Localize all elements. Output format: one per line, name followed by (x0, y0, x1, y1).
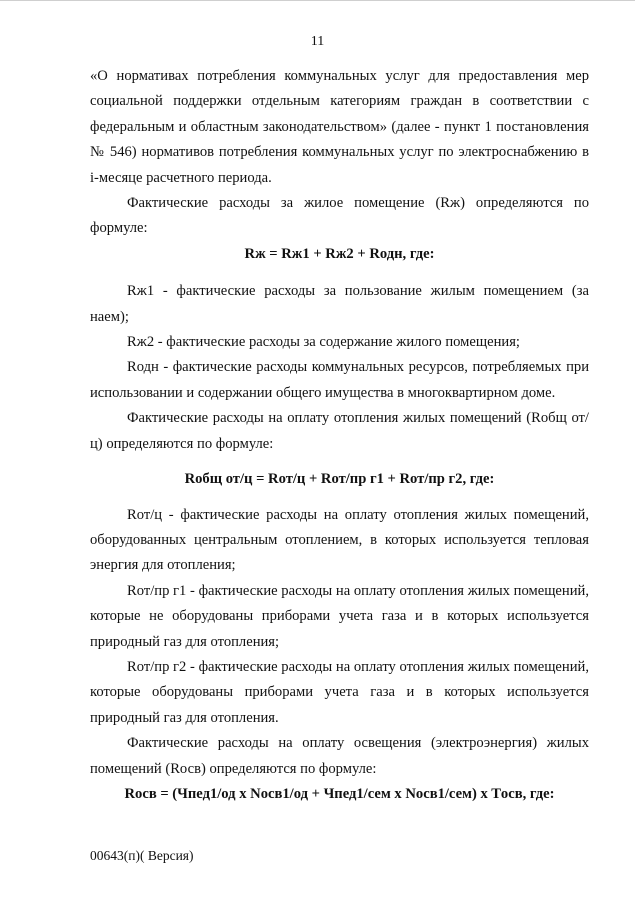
definition-gas-with-meter: Rот/пр г2 - фактические расходы на оплату отопления жилых помещений, которые оборудованы приборами учета газа и в которых используется природный газ для отопления. (90, 658, 589, 726)
formula-housing (90, 242, 589, 267)
paragraph-lighting-costs: Фактические расходы на оплату освещения (электроэнергия) жилых помещений (Rосв) определяются по формуле: (90, 735, 589, 777)
formula-housing-text: Rж = Rж1 + Rж2 + Rодн, где: (244, 245, 435, 262)
spacer (90, 267, 589, 279)
formula-lighting (90, 782, 589, 807)
spacer (90, 457, 589, 467)
formula-heating (90, 467, 589, 492)
formula-heating-text: Rобщ от/ц = Rот/ц + Rот/пр г1 + Rот/пр г2, где: (184, 471, 495, 488)
top-border (0, 0, 635, 1)
definition-central-heating: Rот/ц - фактические расходы на оплату отопления жилых помещений, оборудованных центральным отоплением, в которых используется тепловая энергия для отопления; (90, 506, 589, 574)
spacer (90, 493, 589, 503)
document-footer: 00643(п)( Версия) (90, 848, 194, 863)
page-number: 11 (310, 34, 325, 49)
definition-rent: Rж1 - фактические расходы за пользование жилым помещением (за наем); (90, 283, 589, 325)
definition-maintenance: Rж2 - фактические расходы за содержание жилого помещения; (127, 334, 520, 351)
paragraph-decree-reference: «О нормативах потребления коммунальных услуг для предоставления мер социальной поддержки отдельным категориям граждан в соответствии с федеральным и областным законодательством» (далее - пункт 1 постановления № 546) нормативов потребления коммунальных услуг по электроснабжению в i-месяце расчетного периода. (90, 68, 589, 186)
definition-common-property: Rодн - фактические расходы коммунальных ресурсов, потребляемых при использовании и содержании общего имущества в многоквартирном доме. (90, 359, 589, 401)
paragraph-heating-costs: Фактические расходы на оплату отопления жилых помещений (Rобщ от/ц) определяются по формуле: (90, 410, 589, 452)
formula-lighting-text: Rосв = (Чпед1/од x Nосв1/од + Чпед1/сем x Nосв1/сем) x Tосв, где: (124, 785, 555, 802)
document-body (90, 64, 589, 807)
definition-gas-no-meter: Rот/пр г1 - фактические расходы на оплату отопления жилых помещений, которые не оборудованы приборами учета газа и в которых используется природный газ для отопления; (90, 582, 589, 650)
paragraph-housing-costs: Фактические расходы за жилое помещение (Rж) определяются по формуле: (90, 195, 589, 237)
